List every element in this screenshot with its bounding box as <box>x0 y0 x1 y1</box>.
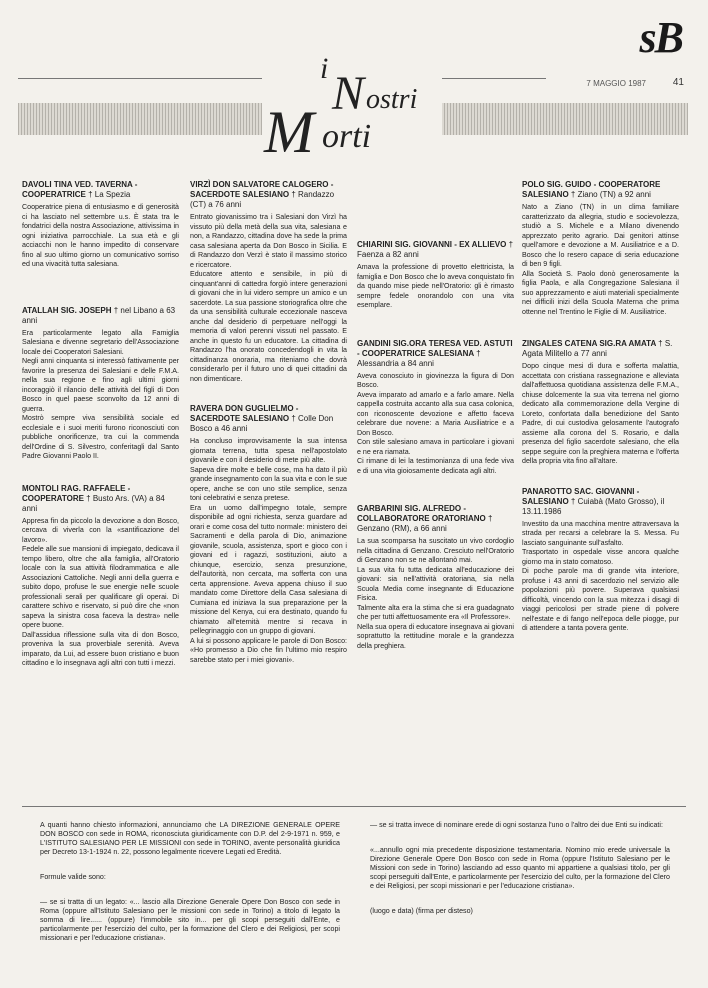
entry-name: VIRZÌ DON SALVATORE CALOGERO - SACERDOTE SALESIANO <box>190 180 334 199</box>
entry-heading <box>522 339 679 359</box>
entry-info: † Faenza a 82 anni <box>357 240 514 259</box>
entry-heading <box>22 306 179 326</box>
entry-body: Cooperatrice piena di entusiasmo e di generosità ci ha lasciato nel settembre u.s. È stata tra le fondatrici della nostra Associazione, attivissima in ogni iniziativa parrocchiale. La sua età e gli acciacchi non le hanno impedito di conservare fino al suo ultimo giorno un comunicativo sorriso ed una vivacità tutta salesiana. <box>22 203 179 268</box>
entry-name: MONTOLI RAG. RAFFAELE - COOPERATORE <box>22 483 131 503</box>
column-3 <box>357 240 514 651</box>
notice-rule <box>22 806 686 807</box>
title-ostri: ostri <box>366 84 418 115</box>
entry-info: † nel Libano a 63 anni <box>22 305 176 325</box>
entry-heading <box>190 180 347 210</box>
notice-signature-line: (luogo e data) (firma per disteso) <box>370 907 473 915</box>
entry-body: Ha concluso improvvisamente la sua intensa giornata terrena, tutta spesa nell'apostolato giovanile e con il desiderio di mete più alte. Sapeva dire molte e belle cose, ma ha dato il più grande insegnamento con la sua vita e con le sue opere, anche se con uno stile semplice, senza toni celebrativi e senza pretese. Era un uomo dall'impegno totale, sempre disponibile ad ogni richiesta, senza guardare ad orari e come cosa del tutto normale: ministero dei Sacramenti e della parola di Dio, animazione giovanile, scuola, assistenza, sport e gioco con i giovani ed i ragazzi, sostituzioni, aiuto a chiunque, esercizio, senza presunzione, dell'autorità, non cercata, ma sofferta con una certa apprensione. Aveva appena chiuso il suo mandato come Direttore della Casa salesiana di Cumiana ed iniziava la sua preparazione per la missione del Kenya, cui era destinato, quando fu chiamato all'eternità mentre si recava in pellegrinaggio con un gruppo di giovani. A lui si possono applicare le parole di Don Bosco: «Ho promesso a Dio che fin l'ultimo mio respiro sarebbe stato per i miei giovani». <box>190 437 347 664</box>
obituary-entry <box>22 306 179 462</box>
entry-info: † Randazzo (CT) a 76 anni <box>190 190 335 209</box>
entry-name: CHIARINI SIG. GIOVANNI - EX ALLIEVO <box>357 240 507 249</box>
title-orti: orti <box>322 118 372 155</box>
notice-formula-heading: Formule valide sono: <box>40 873 106 881</box>
entry-name: PANAROTTO SAC. GIOVANNI - SALESIANO <box>522 486 640 506</box>
entry-heading <box>357 504 514 534</box>
entry-body: Amava la professione di provetto elettricista, la famiglia e Don Bosco che lo aveva conquistato fin da quando mise piede nell'Oratorio: gli è rimasto sempre fedele onorandolo con una vita esemplare. <box>357 263 514 309</box>
obituary-entry <box>522 487 679 634</box>
obituary-entry <box>522 339 679 467</box>
entry-heading <box>522 487 679 517</box>
entry-heading <box>357 339 514 369</box>
issue-date: 7 MAGGIO 1987 <box>586 79 646 88</box>
title-letter-n: N <box>332 67 365 120</box>
legacy-notice-right <box>370 812 670 932</box>
notice-intro: A quanti hanno chiesto informazioni, annunciamo che LA DIREZIONE GENERALE OPERE DON BOSCO con sede in ROMA, riconosciuta giuridicamente con D.P. del 2-9-1971 n. 959, e L'ISTITUTO SALESIANO PER LE MISSIONI con sede in TORINO, avente personalità giuridica per Decreto 13-1-1924 n. 22, possono legalmente ricevere Legati ed Eredità. <box>40 821 340 856</box>
legacy-notice-left <box>40 812 340 959</box>
obituary-entry <box>22 180 179 270</box>
entry-heading <box>22 484 179 514</box>
notice-heir-intro: — se si tratta invece di nominare erede di ogni sostanza l'uno o l'altro dei due Enti su indicati: <box>370 821 663 829</box>
entry-info: † Colle Don Bosco a 46 anni <box>190 414 334 433</box>
entry-name: RAVERA DON GUGLIELMO - SACERDOTE SALESIANO <box>190 404 299 423</box>
obituary-entry <box>22 484 179 669</box>
entry-info: † Ziano (TN) a 92 anni <box>570 190 651 199</box>
entry-name: ATALLAH SIG. JOSEPH <box>22 305 112 315</box>
entry-body: Era particolarmente legato alla Famiglia Salesiana e divenne segretario dell'Associazione locale dei Cooperatori Salesiani. Negli anni cinquanta si interessò fattivamente per favorire la presenza dei Salesiani e delle F.M.A. nella sua regione e fino agli ultimi giorni incoraggiò il rilancio delle attività del figli di Don Bosco in quel paese sconvolto da 12 anni di guerra. Mostrò sempre viva sensibilità sociale ed ecclesiale e i suoi meriti furono riconosciuti con pubbliche onorificenze, tra cui la commenda dell'Ordine di S. Silvestro, conferitagli dal Santo Padre Giovanni Paolo II. <box>22 328 179 460</box>
entry-info: † S. Agata Militello a 77 anni <box>522 339 673 358</box>
entry-name: DAVOLI TINA VED. TAVERNA - COOPERATRICE <box>22 180 138 199</box>
entry-heading <box>522 180 679 200</box>
page-number: 41 <box>672 77 684 88</box>
obituary-entry <box>190 180 347 384</box>
entry-info: † Busto Ars. (VA) a 84 anni <box>22 493 165 513</box>
entry-heading <box>190 404 347 434</box>
title-letter-m: M <box>264 99 314 165</box>
obituary-entry <box>357 339 514 477</box>
entry-heading <box>22 180 179 200</box>
entry-name: GANDINI SIG.ORA TERESA VED. ASTUTI - COOPERATRICE SALESIANA <box>357 338 513 358</box>
title-letter-i: i <box>320 52 329 85</box>
sb-logo: sB <box>639 13 682 62</box>
notice-heir-formula: «...annullo ogni mia precedente disposizione testamentaria. Nomino mio erede universale la Direzione Generale Opere Don Bosco con sede in Roma (oppure l'Istituto Salesiano per le Missioni con sede in Torino) lasciando ad esso quanto mi appartiene a qualsiasi titolo, per gli scopi perseguiti dall'Ente, e particolarmente per l'esercizio del culto, per la formazione del Clero e dei Religiosi, per scopi missionari e per l'educazione cristiana». <box>370 846 670 890</box>
masthead-title <box>262 54 442 164</box>
notice-legacy-formula: — se si tratta di un legato: «... lascio alla Direzione Generale Opere Don Bosco con sede in Roma (oppure all'Istituto Salesiano per le missioni con sede in Torino) a titolo di legato la somma di lire...... (oppure) l'immobile sito in... per gli scopi perseguiti dall'Ente, e particolarmente per l'esercizio del culto, per la formazione del Clero e dei Religiosi, per scopi missionari e per l'educazione cristiana». <box>40 898 340 942</box>
entry-heading <box>357 240 514 260</box>
obituary-entry <box>357 504 514 651</box>
entry-body: Aveva conosciuto in giovinezza la figura di Don Bosco. Aveva imparato ad amarlo e a farlo amare. Nella cappella costruita accanto alla sua casa colonica, con riconoscente devozione e affetto faceva celebrare due novene: a Maria Ausiliatrice e a Don Bosco. Con stile salesiano amava in particolare i giovani e ne era riamata. Ci rimane di lei la testimonianza di una fede viva e di una vita gioiosamente dedicata agli altri. <box>357 371 514 475</box>
entry-body: Entrato giovanissimo tra i Salesiani don Virzì ha vissuto più della metà della sua vita, salesiana e non, a Randazzo, cittadina dove ha sede la prima casa salesiana aperta da Don Bosco in Sicilia. E di Randazzo don Verzì è stato il massimo storico e ricercatore. Educatore attento e sensibile, in più di cinquant'anni di cattedra forgiò intere generazioni di giovani che in lui videro sempre un amico e un sacerdote. La sua passione storiografica oltre che da una sensibilità culturale eccezionale nasceva anche dal desiderio di perpetuare nell'oggi la memoria di valori perenni vissuti nel passato. E anche in questo fu un educatore. La cittadina di Randazzo l'ha onorato concedendogli in vita la cittadinanza onoraria, ma riteniamo che dovrà considerarlo per il futuro uno di quei cittadini da non dimenticare. <box>190 213 347 383</box>
entry-info: † Genzano (RM), a 66 anni <box>357 514 493 533</box>
obituary-entry <box>357 240 514 311</box>
column-4 <box>522 180 679 634</box>
entry-info: † La Spezia <box>88 190 131 199</box>
column-2 <box>190 180 347 665</box>
entry-name: GARBARINI SIG. ALFREDO - COLLABORATORE ORATORIANO <box>357 504 486 523</box>
entry-body: Dopo cinque mesi di dura e sofferta malattia, accettata con cristiana rassegnazione e alleviata dall'affettuosa quotidiana assistenza delle F.M.A., chiuse dolcemente la sua vita terrena nel giorno dedicato alla commemorazione della Vergine di Loreto, confortata dalla benedizione del Santo Padre, di cui custodiva gelosamente l'autografo assieme alla corona del S. Rosario, e dalla presenza del figlio sacerdote salesiano, che ella seppe seguire con la preghiera materna e l'offerta della propria vita fino all'altare. <box>522 362 679 465</box>
entry-info: † Cuiabà (Mato Grosso), il 13.11.1986 <box>522 496 665 516</box>
entry-body: Nato a Ziano (TN) in un clima familiare caratterizzato da allegria, studio e socievolezza, studiò a S. Michele e a Milano divenendo apprezzato perito agrario. Dai genitori attinse quell'amore e devozione a M. Ausiliatrice e a D. Bosco che lo resero capace di seria educazione di ben 9 figli. Alla Società S. Paolo donò generosamente la figlia Paola, e alla Congregazione Salesiana il suo apprezzamento e aiuti materiali specialmente nei difficili inizi della Scuola Materna che prima ottenne nel Trentino le Figlie di M. Ausiliatrice. <box>522 203 679 316</box>
entry-info: † Alessandria a 84 anni <box>357 348 481 368</box>
obituary-entry <box>522 180 679 317</box>
entry-body: Investito da una macchina mentre attraversava la strada per recarsi a celebrare la S. Messa. Fu lasciato sanguinante sull'asfalto. Trasportato in ospedale visse ancora qualche giorno ma in stato comatoso. Di poche parole ma di grande vita interiore, profuse i 43 anni di sacerdozio nel servizio alle popolazioni più povere. Superava qualsiasi difficoltà, vincendo con la sua mitezza i disagi di viaggi pericolosi per strade piene di polvere nell'estate e di fango nell'epoca delle piogge, pur di attendere a tanta povera gente. <box>522 519 679 632</box>
column-1 <box>22 180 179 669</box>
obituary-entry <box>190 404 347 665</box>
entry-body: Appresa fin da piccolo la devozione a don Bosco, cercava di viverla con la «santificazione del lavoro». Fedele alle sue mansioni di impiegato, dedicava il tempo libero, oltre che alla famiglia, all'Oratorio locale con la sua attività filodrammatica e alle Associazioni Cattoliche. Negli anni della guerra e subito dopo, profuse le sue energie nelle scuole professionali serali per qualificare gli operai. Di carattere schivo e riservato, si può dire che «non sapeva la sinistra cosa faceva la destra» nelle opere buone. Dall'assidua riflessione sulla vita di don Bosco, proveniva la sua proverbiale serenità. Aveva imparato, da Lui, ad essere buon cristiano e buon cittadino e lo insegnava agli altri con tutti i mezzi. <box>22 516 179 667</box>
entry-name: ZINGALES CATENA SIG.RA AMATA <box>522 339 656 348</box>
entry-body: La sua scomparsa ha suscitato un vivo cordoglio nella cittadina di Genzano. Cresciuto nell'Oratorio di Genzano non se ne allontanò mai. La sua vita fu tutta dedicata all'educazione dei giovani: sia nell'attività oratoriana, sia nella Scuola Media come insegnante di Educazione Fisica. Talmente alta era la stima che si era guadagnato che per tutti affettuosamente era «Il Professore». Nella sua opera di educatore insegnava ai giovani soprattutto la rettitudine morale e la grandezza della preghiera. <box>357 537 514 650</box>
entry-name: POLO SIG. GUIDO - COOPERATORE SALESIANO <box>522 180 661 199</box>
